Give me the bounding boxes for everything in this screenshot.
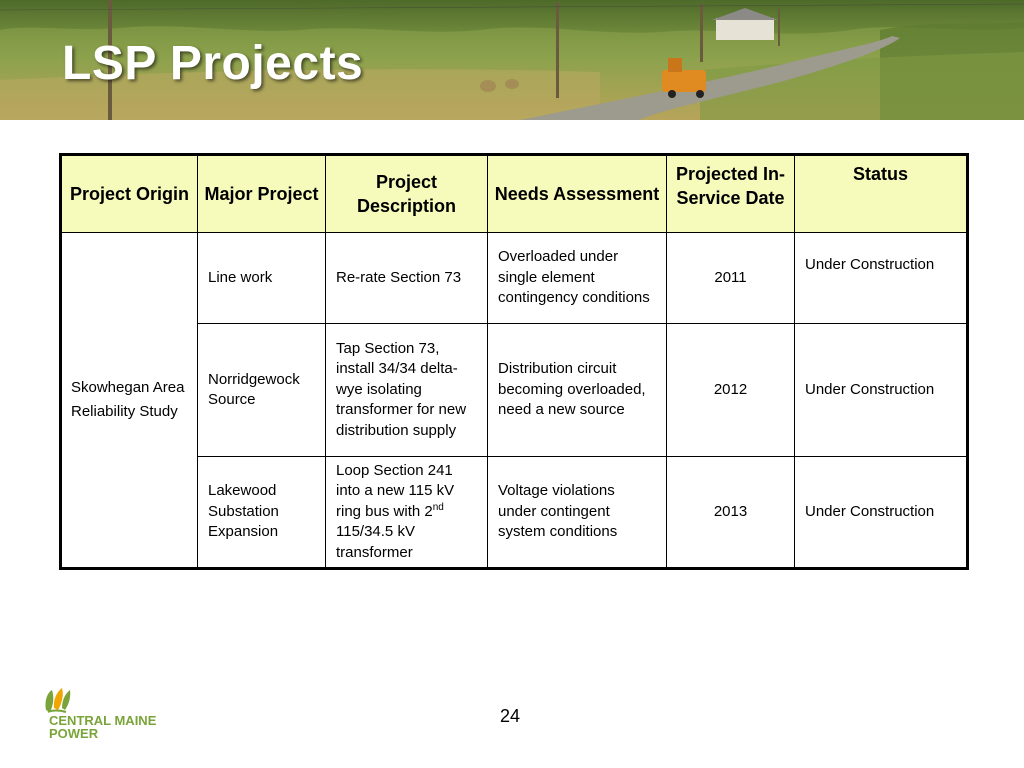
description-text: 115/34.5 kV transformer [336,523,415,561]
header-status: Status [795,155,968,233]
needs-cell: Overloaded under single element contingency conditions [488,233,667,324]
table-row [61,457,968,569]
projects-table [59,153,969,570]
logo-text [49,714,156,740]
date-cell: 2011 [667,233,795,324]
date-cell: 2012 [667,324,795,457]
description-text: Loop Section 241 into a new 115 kV ring bus with 2 [336,461,455,520]
description-cell: Re-rate Section 73 [326,233,488,324]
needs-cell: Voltage violations under contingent system conditions [488,457,667,569]
status-cell: Under Construction [795,457,968,569]
logo-line-2: POWER [49,726,99,741]
header-needs-assessment: Needs Assessment [488,155,667,233]
header-project-origin: Project Origin [61,155,198,233]
ordinal-suffix: nd [432,501,444,513]
description-cell: Tap Section 73, install 34/34 delta-wye isolating transformer for new distribution supply [326,324,488,457]
major-project-cell: Line work [198,233,326,324]
major-project-cell: Lakewood Substation Expansion [198,457,326,569]
header-project-description: Project Description [326,155,488,233]
logo-line-1: CENTRAL MAINE [49,713,157,728]
table-header-row [61,155,968,233]
project-origin-cell: Skowhegan Area Reliability Study [61,233,198,569]
status-cell: Under Construction [795,233,968,324]
page-number: 24 [500,706,521,726]
needs-cell: Distribution circuit becoming overloaded, need a new source [488,324,667,457]
table-row [61,233,968,324]
major-project-cell: Norridgewock Source [198,324,326,457]
description-cell [326,457,488,569]
date-cell: 2013 [667,457,795,569]
page-title: LSP Projects [62,37,364,90]
header-banner [0,0,1024,120]
header-in-service-date: Projected In-Service Date [667,155,795,233]
header-major-project: Major Project [198,155,326,233]
table-row [61,324,968,457]
status-cell: Under Construction [795,324,968,457]
